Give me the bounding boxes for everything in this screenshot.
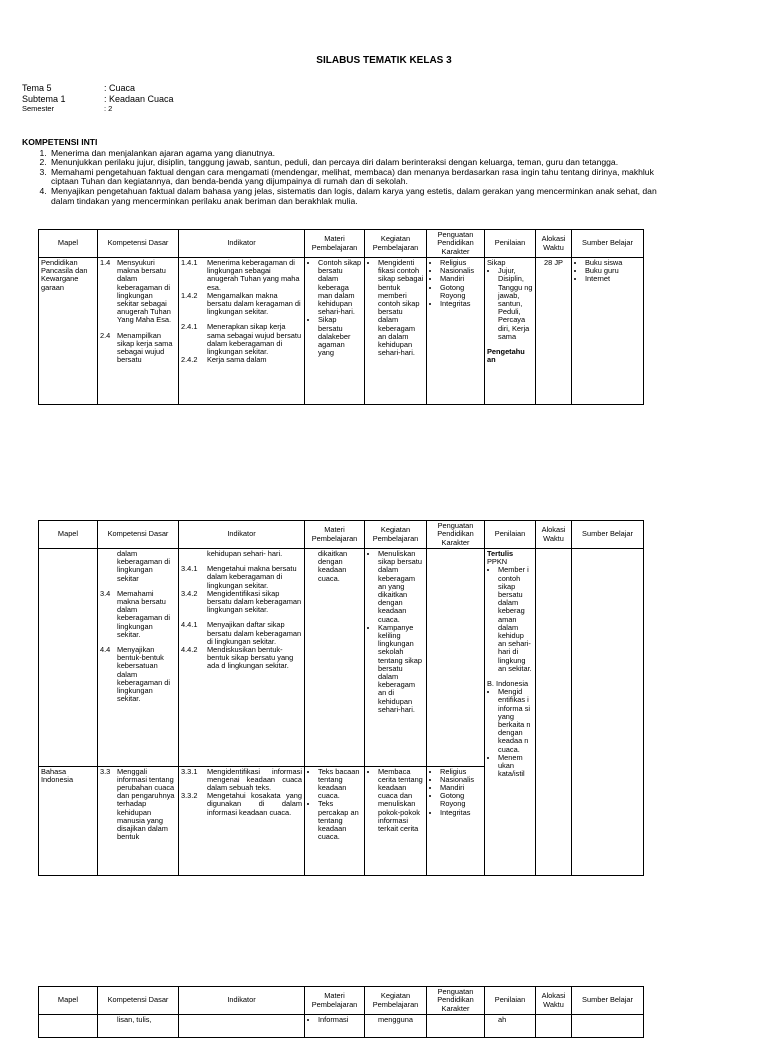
header-alokasi: Alokasi Waktu (536, 230, 572, 258)
penilaian-heading: Sikap (487, 259, 506, 267)
kd-cell (98, 766, 179, 875)
kd-item: 4.4 Menyajikan bentuk-bentuk kebersatuan dalam keberagaman di lingkungan sekitar. (100, 645, 171, 704)
materi-cell (305, 258, 365, 405)
penilaian-item: • Member i contoh sikap bersatu dalam keberag aman dalam kehidup an sehari- hari di lingkung an sekitar. (498, 566, 533, 673)
kd-cell (98, 549, 179, 767)
ppk-item: • Nasionalis (440, 776, 482, 784)
indikator-item: 1.4.2 Mengamalkan makna bersatu dalam keragaman di lingkungan sekitar. (181, 290, 301, 317)
penilaian-subheading: PPKN (487, 557, 508, 567)
sumber-item: • Buku siswa (585, 259, 641, 267)
ppk-item: • Gotong Royong (440, 792, 482, 808)
materi-item: • Informasi (318, 1016, 362, 1024)
table-header-row (39, 230, 644, 258)
sumber-item: • Internet (585, 275, 641, 283)
indikator-item: kehidupan sehari- hari. (207, 550, 283, 558)
ppk-cell (427, 549, 485, 767)
materi-cell: dikaitkan dengan keadaan cuaca. (305, 549, 365, 767)
header-mapel: Mapel (39, 987, 98, 1015)
syllabus-table-3 (38, 986, 644, 1038)
header-sumber: Sumber Belajar (572, 987, 644, 1015)
ppk-item: • Mandiri (440, 275, 482, 283)
ppk-item: • Integritas (440, 300, 482, 308)
indikator-cell (179, 766, 305, 875)
penilaian-item: • Jujur, Disiplin, Tanggu ng jawab, santun, Peduli, Percaya diri, Kerja sama (498, 267, 533, 341)
mapel-cell: Pendidikan Pancasila dan Kewargane garaan (39, 258, 98, 405)
header-kompetensi-dasar: Kompetensi Dasar (98, 230, 179, 258)
header-kegiatan: Kegiatan Pembelajaran (365, 521, 427, 549)
header-alokasi: Alokasi Waktu (536, 521, 572, 549)
kd-item: 3.4 Memahami makna bersatu dalam keberagaman di lingkungan sekitar. (100, 588, 171, 639)
header-alokasi: Alokasi Waktu (536, 987, 572, 1015)
header-ppk: Penguatan Pendidikan Karakter (427, 230, 485, 258)
kegiatan-item: • Mengidenti fikasi contoh sikap sebagai bentuk memberi contoh sikap bersatu dalam keberagam an dalam kehidupan sehari-hari. (378, 259, 424, 357)
penilaian-cell (485, 549, 536, 876)
mapel-cell: Bahasa Indonesia (39, 766, 98, 875)
table-row (39, 549, 644, 767)
header-mapel: Mapel (39, 230, 98, 258)
alokasi-cell (536, 549, 572, 876)
kd-item: lisan, tulis, (117, 1016, 152, 1024)
kompetensi-inti-heading: KOMPETENSI INTI (22, 137, 98, 147)
indikator-item: 4.4.1 Menyajikan daftar sikap bersatu dalam keberagaman di lingkungan sekitar. (181, 620, 302, 646)
ppk-item: • Integritas (440, 809, 482, 817)
ppk-item: • Nasionalis (440, 267, 482, 275)
sumber-cell (572, 258, 644, 405)
penilaian-item: • Menem ukan kata/istil (498, 754, 533, 779)
penilaian-item: • Mengid entifikas i informa si yang berkaita n dengan keadaa n cuaca. (498, 688, 533, 754)
indikator-item: 2.4.1 Menerapkan sikap kerja sama sebagai wujud bersatu dalam keberagaman di lingkungan sekitar. (181, 322, 302, 357)
kegiatan-item: mengguna (378, 1016, 413, 1024)
ppk-cell (427, 766, 485, 875)
indikator-cell (179, 549, 305, 767)
penilaian-subheading: B. Indonesia (487, 679, 529, 689)
penilaian-cell (485, 258, 536, 405)
indikator-item: 3.3.2 Mengetahui kosakata yang digunakan di dalam informasi keadaan cuaca. (181, 791, 302, 817)
indikator-cell (179, 258, 305, 405)
header-penilaian: Penilaian (485, 521, 536, 549)
meta-block (22, 83, 174, 113)
ki-item: 3. Memahami pengetahuan faktual dengan cara mengamati (mendengar, melihat, membaca) dan menanya berdasarkan rasa ingin tahu tentang dirinya, makhluk ciptaan Tuhan dan kegiatannya, dan benda-benda yang dijumpainya di rumah dan di sekolah. (49, 168, 662, 187)
table-row (39, 258, 644, 405)
indikator-item: 3.3.1 Mengidentifikasi informasi mengenai keadaan cuaca dalam sebuah teks. (181, 767, 302, 793)
materi-cell (305, 766, 365, 875)
indikator-item: 2.4.2 Kerja sama dalam (181, 355, 267, 365)
table-row (39, 1015, 644, 1038)
kegiatan-item: • Menuliskan sikap bersatu dalam keberagam an yang dikaitkan dengan keadaan cuaca. (378, 550, 424, 624)
header-ppk: Penguatan Pendidikan Karakter (427, 987, 485, 1015)
header-kompetensi-dasar: Kompetensi Dasar (98, 987, 179, 1015)
kegiatan-cell (365, 258, 427, 405)
indikator-item: 4.4.2 Mendiskusikan bentuk-bentuk sikap bersatu yang ada d lingkungan sekitar. (181, 645, 294, 671)
header-penilaian: Penilaian (485, 987, 536, 1015)
kompetensi-inti (22, 138, 662, 206)
kd-item: dalam keberagaman di lingkungan sekitar (117, 550, 171, 583)
header-materi: Materi Pembelajaran (305, 987, 365, 1015)
header-indikator: Indikator (179, 987, 305, 1015)
ki-item: 2. Menunjukkan perilaku jujur, disiplin, tanggung jawab, santun, peduli, dan percaya diri dalam berinteraksi dengan keluarga, teman, guru dan tetangga. (49, 158, 662, 168)
header-sumber: Sumber Belajar (572, 230, 644, 258)
header-ppk: Penguatan Pendidikan Karakter (427, 521, 485, 549)
alokasi-cell: 28 JP (536, 258, 572, 405)
header-kompetensi-dasar: Kompetensi Dasar (98, 521, 179, 549)
kd-cell (98, 258, 179, 405)
header-indikator: Indikator (179, 230, 305, 258)
ki-item: 4. Menyajikan pengetahuan faktual dalam bahasa yang jelas, sistematis dan logis, dalam karya yang estetis, dalam gerakan yang mencerminkan anak sehat, dan dalam tindakan yang mencerminkan perilaku anak beriman dan berakhlak mulia. (49, 187, 662, 206)
kd-item: 2.4 Menampilkan sikap kerja sama sebagai wujud bersatu (100, 330, 173, 365)
header-kegiatan: Kegiatan Pembelajaran (365, 230, 427, 258)
penilaian-subheading: Pengetahu an (487, 347, 525, 365)
kompetensi-inti-list (22, 149, 662, 207)
kegiatan-item: • Membaca cerita tentang keadaan cuaca dan menuliskan pokok-pokok informasi terkait cerita (378, 768, 424, 834)
ppk-cell (427, 258, 485, 405)
kd-item: 1.4 Mensyukuri makna bersatu dalam keberagaman di lingkungan sekitar sebagai anugerah Tuhan Yang Maha Esa. (100, 259, 172, 325)
meta-row-semester: Semester : 2 (22, 104, 113, 113)
indikator-item: 3.4.2 Mengidentifikasi sikap bersatu dalam keberagaman lingkungan sekitar. (181, 588, 302, 615)
header-materi: Materi Pembelajaran (305, 230, 365, 258)
header-mapel: Mapel (39, 521, 98, 549)
ki-item: 1. Menerima dan menjalankan ajaran agama yang dianutnya. (49, 149, 662, 159)
materi-item: • Contoh sikap bersatu dalam keberaga man dalam kehidupan sehari-hari. (318, 259, 362, 316)
ppk-item: • Gotong Royong (440, 284, 482, 300)
syllabus-table-2 (38, 520, 644, 876)
kd-item: 3.3 Menggali informasi tentang perubahan cuaca dan pengaruhnya terhadap kehidupan manusia yang disajikan dalam bentuk (100, 767, 175, 842)
kegiatan-cell (365, 549, 427, 767)
meta-row-tema: Tema 5 : Cuaca (22, 83, 136, 93)
materi-item: • Sikap bersatu dalakeber agaman yang (318, 316, 362, 357)
table-header-row (39, 987, 644, 1015)
materi-item: • Teks bacaan tentang keadaan cuaca. (318, 768, 362, 801)
header-sumber: Sumber Belajar (572, 521, 644, 549)
header-indikator: Indikator (179, 521, 305, 549)
ppk-item: • Mandiri (440, 784, 482, 792)
kegiatan-cell (365, 766, 427, 875)
header-kegiatan: Kegiatan Pembelajaran (365, 987, 427, 1015)
ppk-item: • Religius (440, 259, 482, 267)
header-materi: Materi Pembelajaran (305, 521, 365, 549)
syllabus-table-1 (38, 229, 644, 405)
penilaian-heading: Tertulis (487, 550, 514, 558)
header-penilaian: Penilaian (485, 230, 536, 258)
materi-item: • Teks percakap an tentang keadaan cuaca. (318, 800, 362, 841)
penilaian-item: ah (498, 1016, 507, 1024)
sumber-item: • Buku guru (585, 267, 641, 275)
indikator-item: 3.4.1 Mengetahui makna bersatu dalam keberagaman di lingkungan sekitar. (181, 564, 297, 590)
document-title: SILABUS TEMATIK KELAS 3 (316, 55, 452, 66)
indikator-item: 1.4.1 Menerima keberagaman di lingkungan sebagai anugerah Tuhan yang maha esa. (181, 259, 300, 292)
table-header-row (39, 521, 644, 549)
mapel-cell (39, 549, 98, 767)
kegiatan-item: • Kampanye keliling lingkungan sekolah tentang sikap bersatu dalam keberagam an di kehidupan sehari-hari. (378, 624, 424, 714)
meta-row-subtema: Subtema 1 : Keadaan Cuaca (22, 93, 174, 104)
ppk-item: • Religius (440, 768, 482, 776)
sumber-cell (572, 549, 644, 876)
